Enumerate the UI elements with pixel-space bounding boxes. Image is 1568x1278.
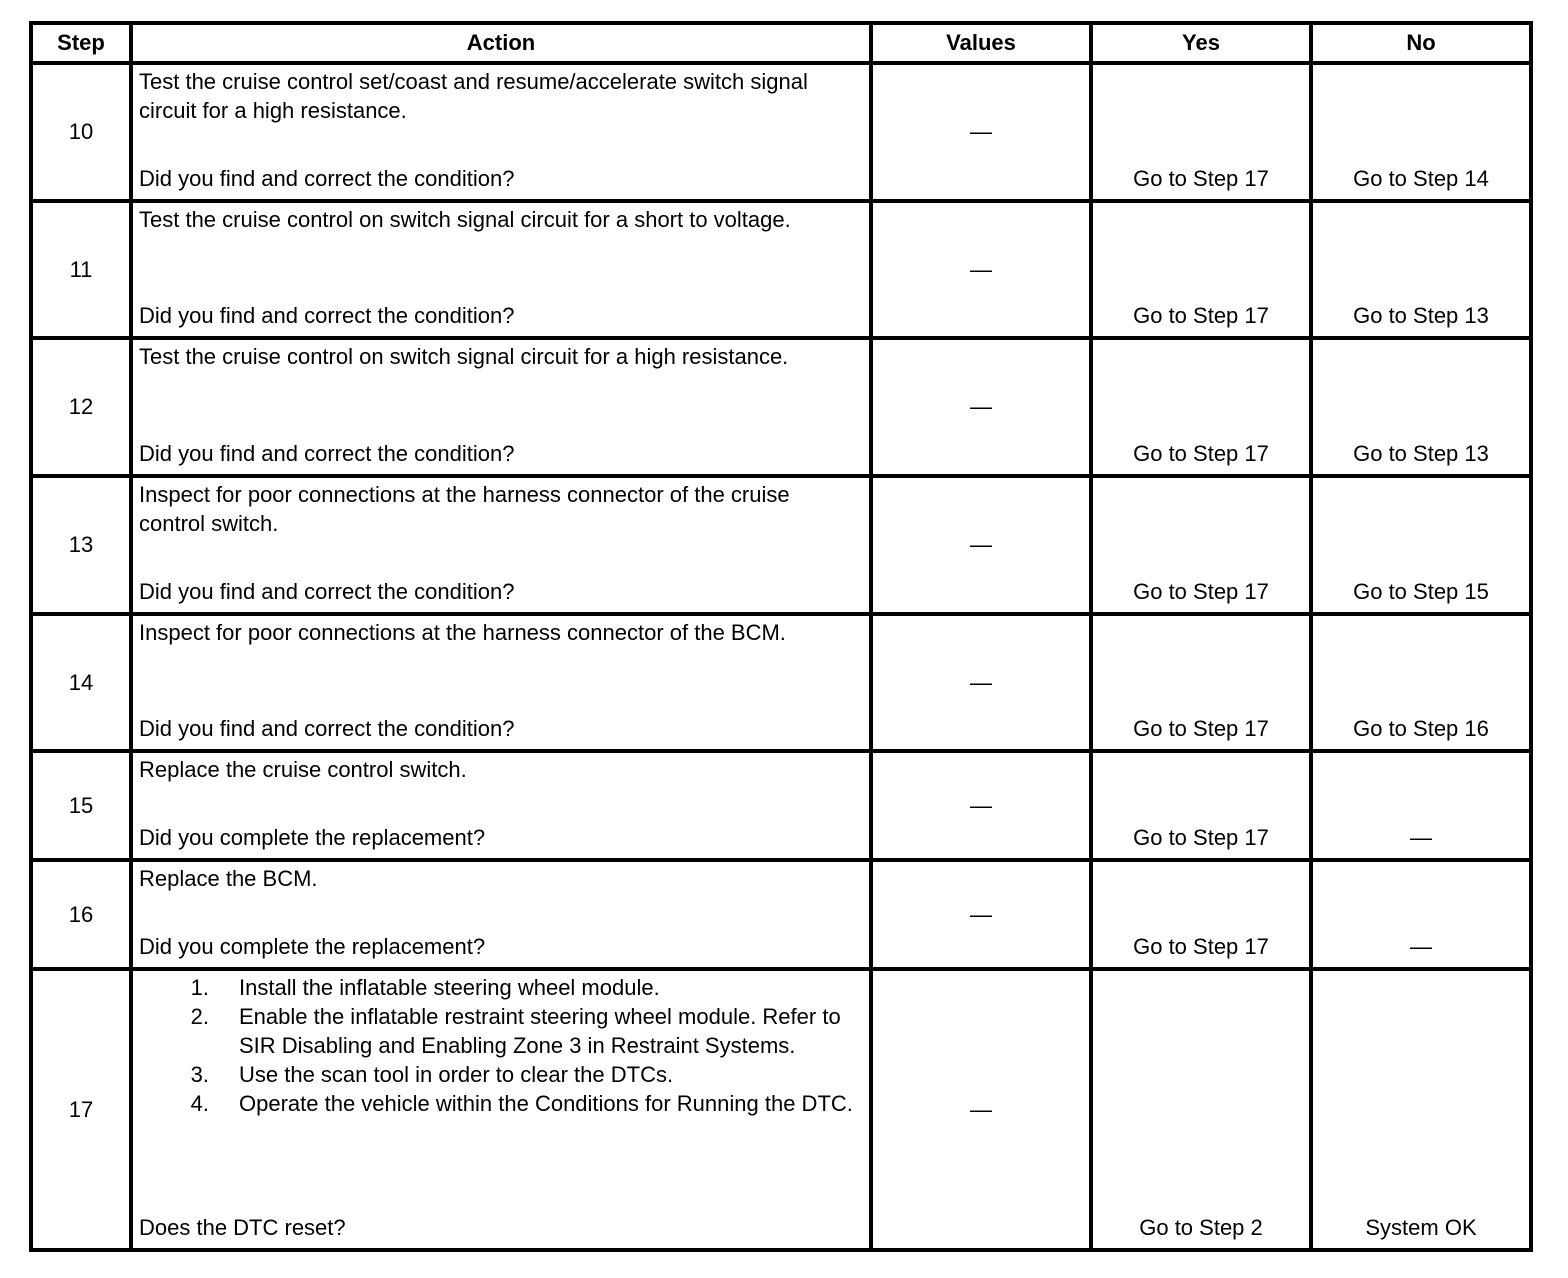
list-item <box>139 973 861 1002</box>
table-row <box>31 63 1531 201</box>
list-text: Install the inflatable steering wheel module. <box>239 975 660 1000</box>
step-number: 15 <box>31 751 131 860</box>
list-text: Use the scan tool in order to clear the DTCs. <box>239 1062 674 1087</box>
table-row <box>31 860 1531 969</box>
question-text: Did you find and correct the condition? <box>139 166 515 191</box>
yes-cell: Go to Step 17 <box>1091 63 1311 201</box>
header-values: Values <box>871 23 1091 63</box>
question-text: Does the DTC reset? <box>139 1215 346 1240</box>
value-cell: — <box>871 338 1091 476</box>
no-cell: Go to Step 13 <box>1311 201 1531 338</box>
list-number: 3. <box>190 1062 209 1087</box>
list-item <box>139 1002 861 1060</box>
no-cell: — <box>1311 860 1531 969</box>
list-text: Enable the inflatable restraint steering wheel module. Refer to SIR Disabling and Enabling Zone 3 in Restraint Systems. <box>239 1004 841 1058</box>
action-cell <box>131 751 871 860</box>
diagnostic-table <box>29 21 1533 1252</box>
value-cell: — <box>871 969 1091 1250</box>
list-item <box>139 1089 861 1118</box>
action-cell <box>131 476 871 614</box>
step-number: 17 <box>31 969 131 1250</box>
no-cell: — <box>1311 751 1531 860</box>
action-cell <box>131 201 871 338</box>
action-cell <box>131 614 871 751</box>
table-row <box>31 751 1531 860</box>
value-cell: — <box>871 476 1091 614</box>
step-number: 10 <box>31 63 131 201</box>
step-number: 12 <box>31 338 131 476</box>
header-no: No <box>1311 23 1531 63</box>
yes-cell: Go to Step 2 <box>1091 969 1311 1250</box>
value-cell: — <box>871 63 1091 201</box>
step-number: 14 <box>31 614 131 751</box>
table-row <box>31 338 1531 476</box>
value-cell: — <box>871 614 1091 751</box>
question-text: Did you complete the replacement? <box>139 934 486 959</box>
yes-cell: Go to Step 17 <box>1091 476 1311 614</box>
instruction-list <box>139 973 861 1118</box>
no-cell: System OK <box>1311 969 1531 1250</box>
header-yes: Yes <box>1091 23 1311 63</box>
action-cell <box>131 338 871 476</box>
value-cell: — <box>871 751 1091 860</box>
action-text: Inspect for poor connections at the harness connector of the cruise control switch. <box>139 482 790 536</box>
no-cell: Go to Step 15 <box>1311 476 1531 614</box>
yes-cell: Go to Step 17 <box>1091 201 1311 338</box>
action-text: Test the cruise control on switch signal circuit for a short to voltage. <box>139 207 791 232</box>
yes-cell: Go to Step 17 <box>1091 860 1311 969</box>
yes-cell: Go to Step 17 <box>1091 751 1311 860</box>
action-cell <box>131 63 871 201</box>
action-text: Replace the BCM. <box>139 866 318 891</box>
question-text: Did you find and correct the condition? <box>139 441 515 466</box>
header-step: Step <box>31 23 131 63</box>
question-text: Did you find and correct the condition? <box>139 303 515 328</box>
action-cell <box>131 860 871 969</box>
action-text: Inspect for poor connections at the harness connector of the BCM. <box>139 620 786 645</box>
table-row <box>31 969 1531 1250</box>
step-number: 11 <box>31 201 131 338</box>
question-text: Did you complete the replacement? <box>139 825 486 850</box>
list-text: Operate the vehicle within the Conditions for Running the DTC. <box>239 1091 853 1116</box>
table-row <box>31 476 1531 614</box>
step-number: 16 <box>31 860 131 969</box>
value-cell: — <box>871 860 1091 969</box>
question-text: Did you find and correct the condition? <box>139 579 515 604</box>
header-row <box>31 23 1531 63</box>
action-text: Test the cruise control set/coast and resume/accelerate switch signal circuit for a high resistance. <box>139 69 808 123</box>
question-text: Did you find and correct the condition? <box>139 716 515 741</box>
step-number: 13 <box>31 476 131 614</box>
list-number: 2. <box>190 1004 209 1029</box>
no-cell: Go to Step 14 <box>1311 63 1531 201</box>
table-row <box>31 201 1531 338</box>
list-number: 4. <box>190 1091 209 1116</box>
action-cell <box>131 969 871 1250</box>
yes-cell: Go to Step 17 <box>1091 614 1311 751</box>
yes-cell: Go to Step 17 <box>1091 338 1311 476</box>
no-cell: Go to Step 16 <box>1311 614 1531 751</box>
header-action: Action <box>131 23 871 63</box>
action-text: Test the cruise control on switch signal circuit for a high resistance. <box>139 344 789 369</box>
list-item <box>139 1060 861 1089</box>
no-cell: Go to Step 13 <box>1311 338 1531 476</box>
list-number: 1. <box>190 975 209 1000</box>
action-text: Replace the cruise control switch. <box>139 757 467 782</box>
value-cell: — <box>871 201 1091 338</box>
table-row <box>31 614 1531 751</box>
